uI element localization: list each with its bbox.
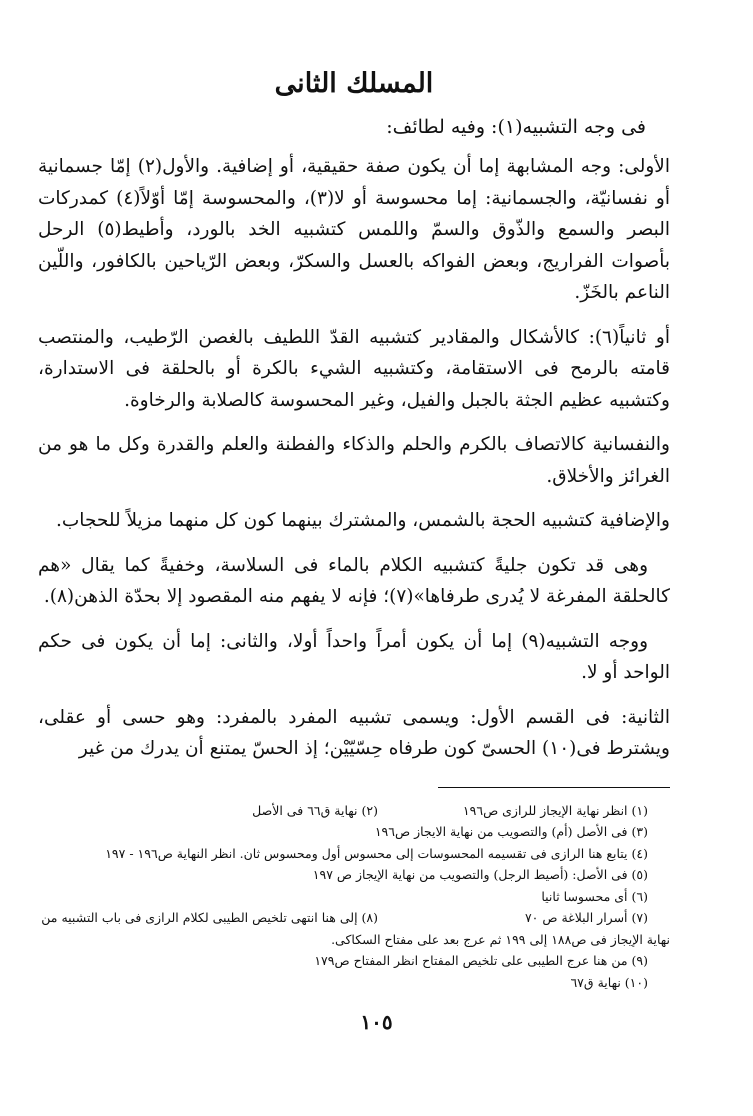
page-number: ١٠٥ — [360, 1010, 393, 1034]
paragraph-third: والنفسانية كالاتصاف بالكرم والحلم والذكاء والفطنة والعلم والقدرة وكل ما هو من الغرائز والأخلاق. — [38, 434, 670, 487]
section-title: المسلك الثانى — [274, 68, 434, 99]
paragraph-fourth: والإضافية كتشبيه الحجة بالشمس، والمشترك بينهما كون كل منهما مزيلاً للحجاب. — [56, 510, 670, 531]
footnote-4: (٤) يتابع هنا الرازى فى تقسيمه المحسوسات إلى محسوس أول ومحسوس ثان. انظر النهاية ص١٩٦ - ١٩٧ — [105, 845, 648, 861]
footnote-8-continuation: نهاية الإيجاز فى ص١٨٨ إلى ١٩٩ ثم عرج بعد على مفتاح السكاكى. — [331, 931, 670, 947]
paragraph-sixth: ووجه التشبيه(٩) إما أن يكون أمراً واحداً أولا، والثانى: إما أن يكون فى حكم الواحد أو لا. — [38, 630, 670, 683]
paragraph-first: الأولى: وجه المشابهة إما أن يكون صفة حقيقية، أو إضافية. والأول(٢) إمّا جسمانية أو نفسانيّة، والجسمانية: إما محسوسة أو لا(٣)، والمحسوسة إمّا أوّلاً(٤) كمدركات البصر والسمع والذّوق والسمّ واللمس كتشبيه الخد بالورد، وأطيط(٥) الرحل بأصوات الفراريج، وبعض الفواكه بالعسل والسكرّ، وبعض الرّياحين بالكافور، واللّين الناعم بالخَزّ. — [38, 156, 671, 303]
paragraph-fifth: وهى قد تكون جليةً كتشبيه الكلام بالماء فى السلاسة، وخفيةً كما يقال «هم كالحلقة المفرغة لا يُدرى طرفاها»(٧)؛ فإنه لا يفهم منه المقصود إلا بحدّة الذهن(٨). — [38, 554, 670, 607]
footnote-6: (٦) أى محسوسا ثانيا — [541, 888, 648, 904]
footnote-divider — [438, 787, 670, 788]
footnote-2: (٢) نهاية ق٦٦ فى الأصل — [252, 802, 378, 818]
footnote-row — [38, 907, 648, 929]
footnote-5: (٥) فى الأصل: (أصيط الرجل) والتصويب من نهاية الإيجاز ص ١٩٧ — [312, 867, 648, 882]
paragraph-second: أو ثانياً(٦): كالأشكال والمقادير كتشبيه القدّ اللطيف بالغصن الرّطيب، والمنتصب قامته بالرمح فى الاستقامة، وكتشبيه الشيء بالكرة أو بالحلقة فى الاستدارة، وكتشبيه عظيم الجثة بالجبل والفيل، وغير المحسوسة كالصلابة والرخاوة. — [38, 326, 670, 411]
footnote-row — [38, 800, 648, 822]
footnote-8: (٨) إلى هنا انتهى تلخيص الطيبى لكلام الرازى فى باب التشبيه من — [41, 910, 378, 925]
intro-line: فى وجه التشبيه(١): وفيه لطائف: — [386, 116, 646, 138]
footnote-9: (٩) من هنا عرج الطيبى على تلخيص المفتاح انظر المفتاح ص١٧٩ — [314, 953, 648, 968]
footnote-10: (١٠) نهاية ق٦٧ — [570, 974, 648, 990]
footnote-3: (٣) فى الأصل (أم) والتصويب من نهاية الايجاز ص١٩٦ — [374, 824, 648, 839]
footnote-1: (١) انظر نهاية الإيجاز للرازى ص١٩٦ — [462, 802, 648, 818]
paragraph-seventh: الثانية: فى القسم الأول: ويسمى تشبيه المفرد بالمفرد: وهو حسى أو عقلى، ويشترط فى(١٠) الحسىّ كون طرفاه حِسّيّيْن؛ إذ الحسّ يمتنع أن يدرك من غير — [38, 706, 670, 759]
footnote-7: (٧) أسرار البلاغة ص ٧٠ — [524, 910, 648, 925]
footnotes — [38, 800, 670, 994]
document-page — [38, 58, 670, 1098]
